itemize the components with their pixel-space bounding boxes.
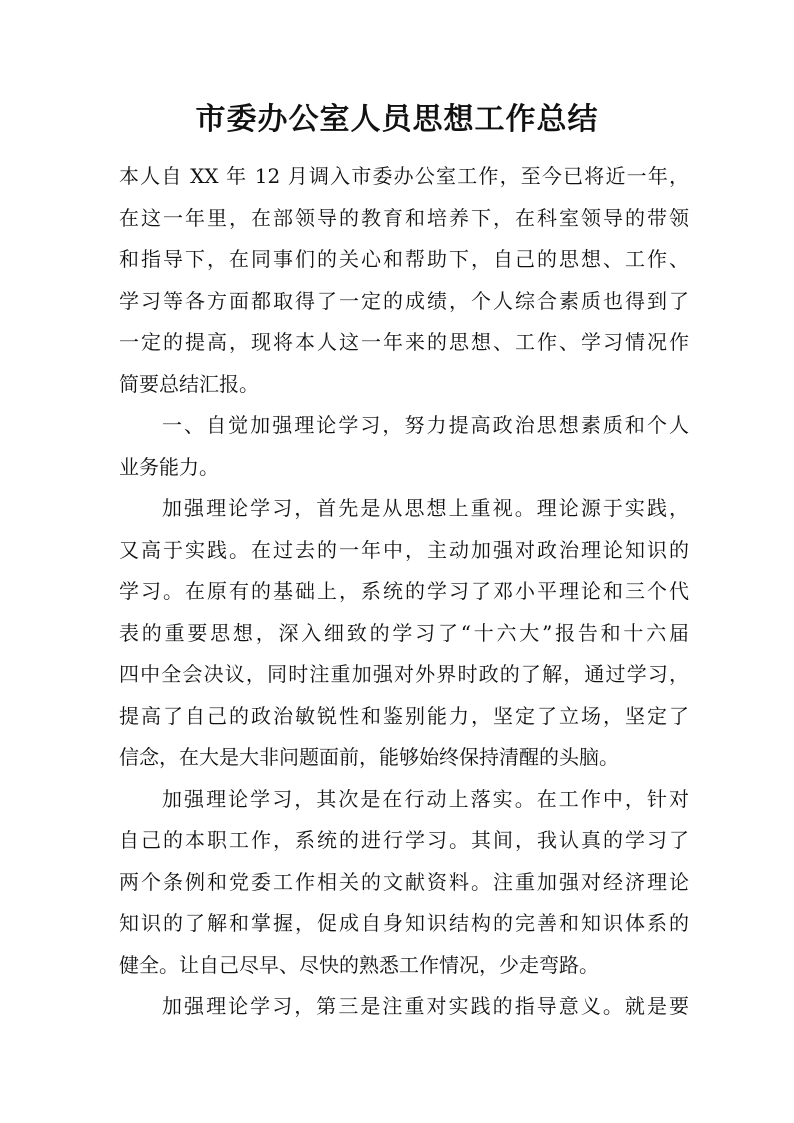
text-line: 学习。在原有的基础上，系统的学习了邓小平理论和三个代 [119, 579, 689, 603]
text-line: 四中全会决议，同时注重加强对外界时政的了解，通过学习， [119, 662, 689, 686]
text-line: 自己的本职工作，系统的进行学习。其间，我认真的学习了 [119, 828, 689, 852]
paragraph-intro [119, 156, 689, 405]
text-line: 本人自 XX 年 12 月调入市委办公室工作，至今已将近一年， [119, 164, 689, 188]
document-body [119, 156, 689, 1028]
text-line: 一、自觉加强理论学习，努力提高政治思想素质和个人 [162, 413, 689, 437]
paragraph-theory-second [119, 779, 689, 987]
text-line: 简要总结汇报。 [119, 371, 259, 396]
text-line: 提高了自己的政治敏锐性和鉴别能力，坚定了立场，坚定了 [119, 703, 689, 728]
section-heading-1 [119, 405, 689, 488]
text-line: 在这一年里，在部领导的教育和培养下，在科室领导的带领 [119, 205, 689, 230]
text-line: 和指导下，在同事们的关心和帮助下，自己的思想、工作、 [119, 247, 689, 271]
text-line: 业务能力。 [119, 454, 219, 479]
text-line: 又高于实践。在过去的一年中，主动加强对政治理论知识的 [119, 537, 689, 562]
paragraph-theory-first [119, 488, 689, 779]
text-line: 信念，在大是大非问题面前，能够始终保持清醒的头脑。 [119, 745, 619, 769]
text-line: 健全。让自己尽早、尽快的熟悉工作情况，少走弯路。 [119, 952, 599, 977]
text-line: 加强理论学习，其次是在行动上落实。在工作中，针对 [162, 786, 689, 811]
text-line: 两个条例和党委工作相关的文献资料。注重加强对经济理论 [119, 869, 689, 894]
text-line: 学习等各方面都取得了一定的成绩，个人综合素质也得到了 [119, 288, 689, 313]
text-line: 加强理论学习，首先是从思想上重视。理论源于实践， [162, 496, 689, 520]
text-line: 知识的了解和掌握，促成自身知识结构的完善和知识体系的 [119, 911, 689, 935]
text-line: 加强理论学习，第三是注重对实践的指导意义。就是要 [162, 994, 689, 1018]
text-line: 表的重要思想，深入细致的学习了“十六大”报告和十六届 [119, 620, 689, 645]
document-title: 市委办公室人员思想工作总结 [195, 102, 599, 137]
text-line: 一定的提高，现将本人这一年来的思想、工作、学习情况作 [119, 330, 689, 354]
paragraph-theory-third [119, 986, 689, 1028]
